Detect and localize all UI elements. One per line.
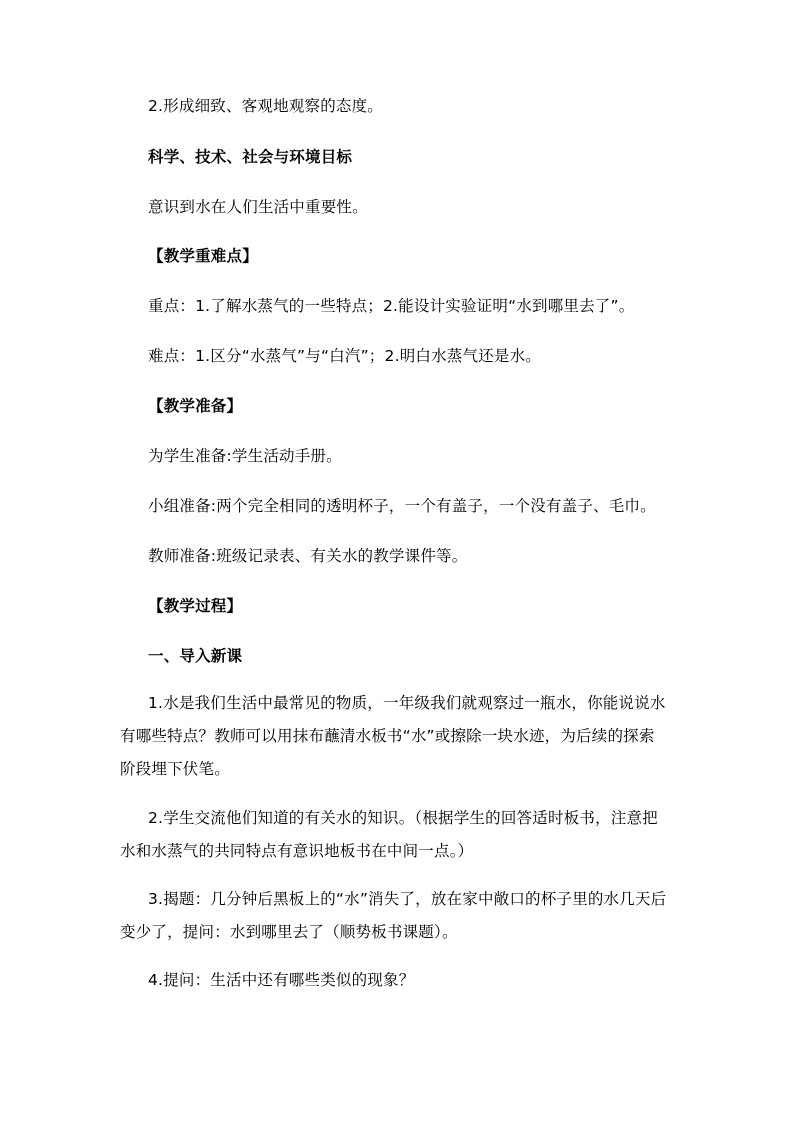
teacher-preparation-line: 教师准备:班级记录表、有关水的教学课件等。 [148,547,468,565]
sts-goal-line: 意识到水在人们生活中重要性。 [148,198,368,216]
student-preparation-line: 为学生准备:学生活动手册。 [148,447,342,465]
paragraph-intro-step-2: 2.学生交流他们知道的有关水的知识。（根据学生的回答适时板书，注意把水和水蒸气的共同特点有意识地板书在中间一点。） [120,809,658,860]
key-points-line: 重点：1.了解水蒸气的一些特点；2.能设计实验证明“水到哪里去了”。 [148,297,635,315]
objective-attitude-line: 2.形成细致、客观地观察的态度。 [148,97,383,115]
difficult-points-line: 难点：1.区分“水蒸气”与“白汽”；2.明白水蒸气还是水。 [148,347,541,365]
group-preparation-line: 小组准备:两个完全相同的透明杯子，一个有盖子，一个没有盖子、毛巾。 [148,497,656,515]
paragraph-intro-step-4: 4.提问：生活中还有哪些类似的现象？ [148,971,415,989]
section-heading-preparation: 【教学准备】 [148,397,243,415]
section-heading-process: 【教学过程】 [148,597,243,615]
paragraph-intro-step-1: 1.水是我们生活中最常见的物质，一年级我们就观察过一瓶水，你能说说水有哪些特点？教师可以用抹布蘸清水板书“水”或擦除一块水迹，为后续的探索阶段埋下伏笔。 [120,694,666,778]
paragraph-intro-step-3: 3.揭题：几分钟后黑板上的“水”消失了，放在家中敞口的杯子里的水几天后变少了，提问：水到哪里去了（顺势板书课题）。 [120,890,667,941]
subsection-heading-intro: 一、导入新课 [148,647,243,665]
section-heading-sts-goal: 科学、技术、社会与环境目标 [148,148,353,166]
section-heading-key-points: 【教学重难点】 [148,247,258,265]
